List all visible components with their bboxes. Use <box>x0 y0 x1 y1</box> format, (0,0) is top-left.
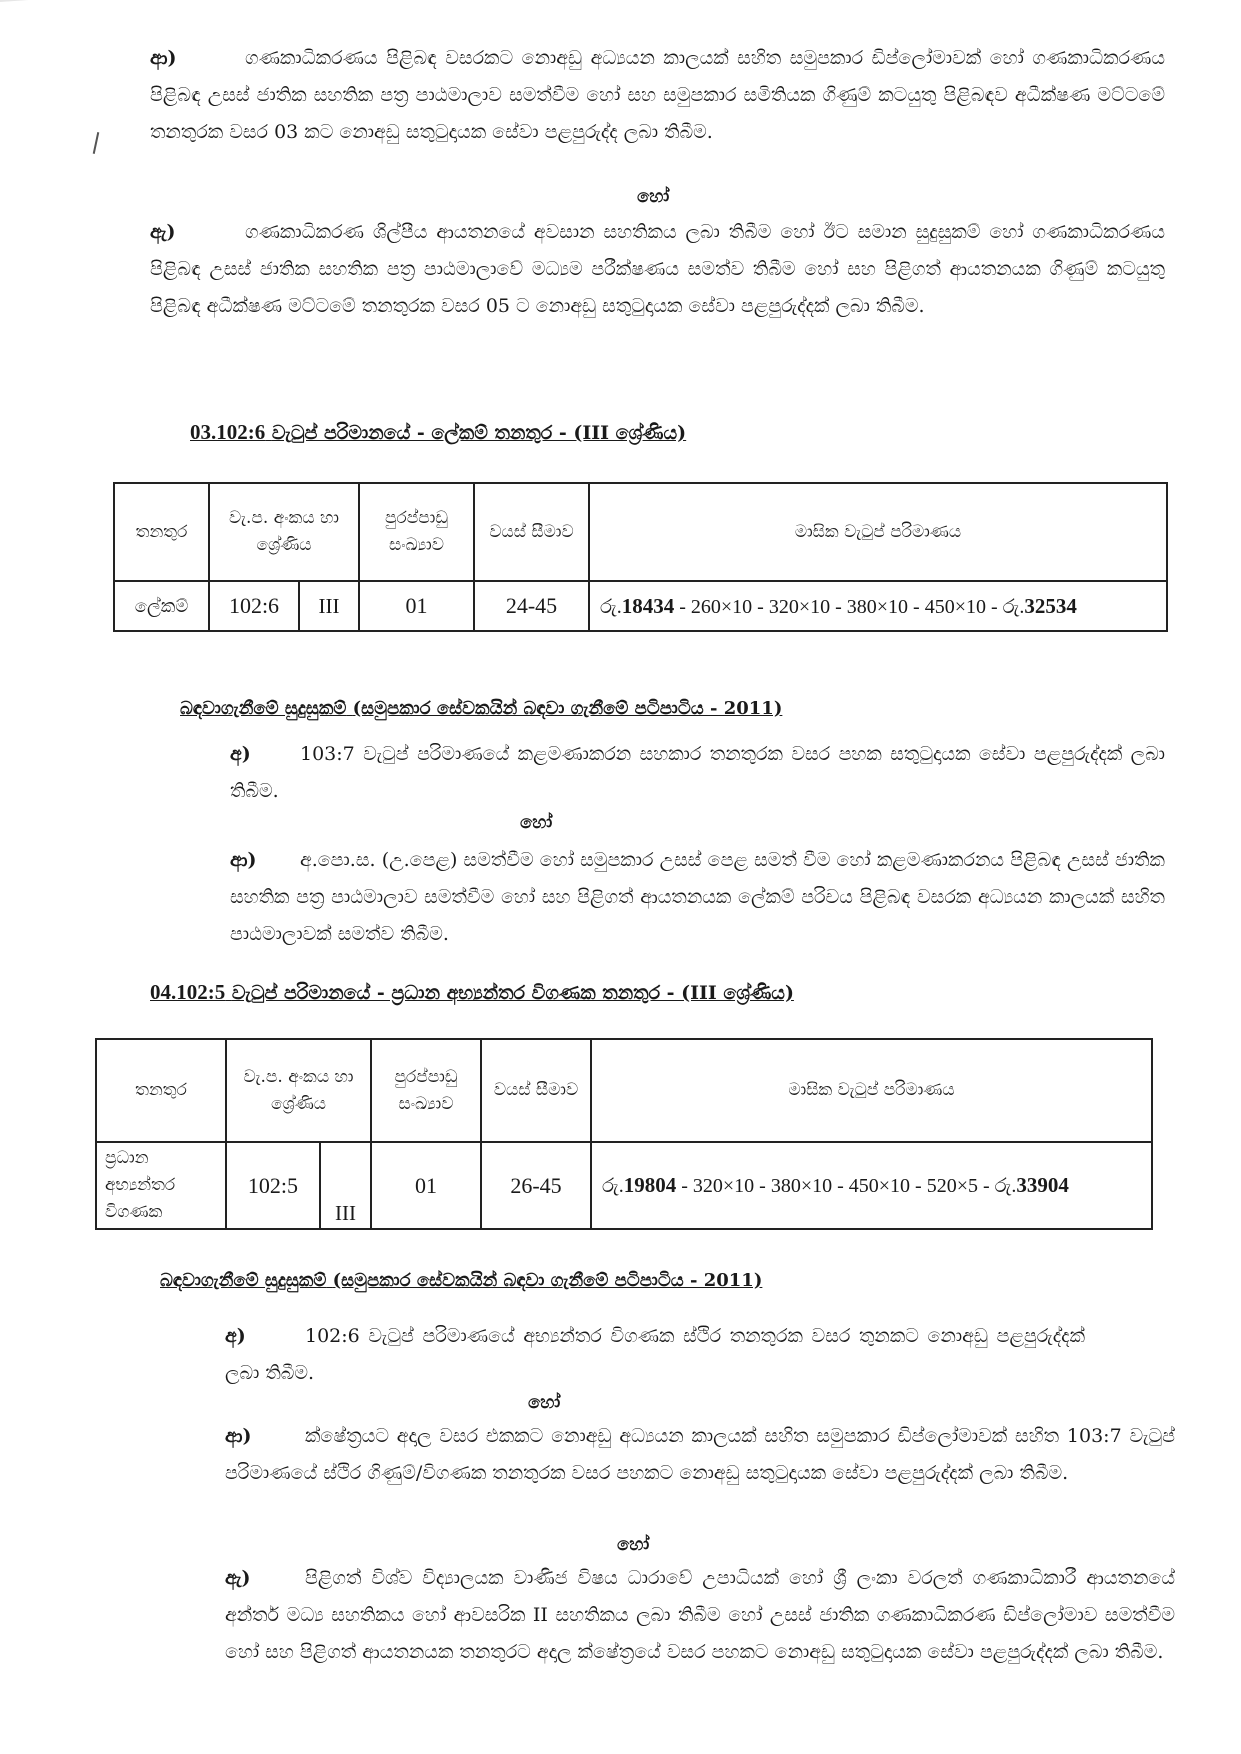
cell-age: 26-45 <box>481 1142 591 1229</box>
header-scale-grade: වැ.ප. අංකය හා ශ්‍රේණිය <box>226 1039 371 1142</box>
salary-end: 32534 <box>1024 593 1077 618</box>
section-heading <box>150 980 794 1005</box>
margin-mark <box>93 132 100 154</box>
header-salary: මාසික වැටුප් පරිමාණය <box>591 1039 1152 1142</box>
item-marker: අ) <box>225 1325 246 1347</box>
salary-start: 18434 <box>621 593 675 618</box>
cell-age: 24-45 <box>474 581 589 631</box>
section-title: වැටුප් පරිමානයේ - ලේකම් තනතුර - (III ශ්‍රේණිය) <box>271 422 687 444</box>
salary-end-prefix: රු. <box>994 1175 1017 1197</box>
qual-ref: (සමුපකාර සේවකයින් බඳවා ගැනීමේ පටිපාටිය - 2011) <box>352 698 783 719</box>
salary-prefix: රු. <box>602 1175 624 1197</box>
qualification-item <box>230 842 1165 953</box>
cell-vacancies: 01 <box>359 581 474 631</box>
qualification-item <box>150 214 1165 325</box>
header-salary: මාසික වැටුප් පරිමාණය <box>589 483 1167 581</box>
qualification-heading <box>180 698 782 719</box>
qual-ref: (සමුපකාර සේවකයින් බඳවා ගැනීමේ පටිපාටිය - 2011) <box>332 1270 763 1291</box>
salary-end: 33904 <box>1016 1173 1069 1197</box>
item-marker: ඇ) <box>225 1567 251 1589</box>
section-code: 03.102:6 <box>190 420 266 444</box>
page-edge <box>0 0 170 2</box>
cell-post: ප්‍රධාන අභ්‍යන්තර විගණක <box>96 1142 226 1229</box>
cell-salary <box>591 1142 1152 1229</box>
or-label: හෝ <box>528 1392 561 1413</box>
item-marker: ආ) <box>230 849 257 871</box>
item-text: ගණකාධිකරණය පිළිබඳ වසරකට නොඅඩු අධ්‍යයන කාලයක් සහිත සමුපකාර ඩිප්ලෝමාවක් හෝ ගණකාධිකරණය පිළිබඳ උසස් ජාතික සහතික පත්‍ර පාඨමාලාව සමත්වීම හෝ සහ සමුපකාර සමිතියක ගිණුම් කටයුතු පිළිබඳව අධීක්ෂණ මට්ටමේ තනතුරක වසර 03 කට නොඅඩු සතුටුදායක සේවා පළපුරුද්ද ලබා තිබීම. <box>150 47 1165 143</box>
or-label: හෝ <box>520 812 553 833</box>
salary-steps: - 260×10 - 320×10 - 380×10 - 450×10 - <box>674 595 1003 618</box>
section-title: වැටුප් පරිමානයේ - ප්‍රධාන අභ්‍යන්තර විගණක තනතුර - (III ශ්‍රේණිය) <box>231 982 794 1004</box>
header-vacancies: පුරප්පාඩු සංඛ්‍යාව <box>371 1039 481 1142</box>
item-text: පිළිගත් විශ්ව විද්‍යාලයක වාණිජ විෂය ධාරාවේ උපාධියක් හෝ ශ්‍රී ලංකා වරලත් ගණකාධිකාරී ආයතනයේ අන්තර් මධ්‍ය සහතිකය හෝ ආවසරික II සහතිකය ලබා තිබීම හෝ උසස් ජාතික ගණකාධිකරණ ඩිප්ලෝමාව සමත්වීම හෝ සහ පිළිගත් ආයතනයක තනතුරට අදාල ක්ෂේත්‍රයේ වසර පහකට නොඅඩු සතුටුදායක සේවා පළපුරුද්දක් ලබා තිබීම. <box>225 1567 1175 1663</box>
item-text: 102:6 වැටුප් පරිමාණයේ අභ්‍යන්තර විගණක ස්ථිර තනතුරක වසර තුනකට නොඅඩු පළපුරුද්දක් ලබා තිබීම. <box>225 1325 1085 1384</box>
item-marker: ආ) <box>225 1425 252 1447</box>
salary-end-prefix: රු. <box>1002 595 1025 618</box>
header-post: තනතුර <box>114 483 209 581</box>
qualification-item <box>225 1560 1175 1671</box>
header-age: වයස් සීමාව <box>474 483 589 581</box>
salary-table <box>95 1038 1153 1230</box>
qual-title: බඳවාගැනීමේ සුදුසුකම් <box>180 698 347 719</box>
cell-salary <box>589 581 1167 631</box>
qualification-item <box>225 1418 1175 1492</box>
salary-steps: - 320×10 - 380×10 - 450×10 - 520×5 - <box>676 1175 995 1197</box>
cell-post: ලේකම් <box>114 581 209 631</box>
item-text: ගණකාධිකරණ ශිල්පීය ආයතනයේ අවසාන සහතිකය ලබා තිබීම හෝ ඊට සමාන සුදුසුකම් හෝ ගණකාධිකරණය පිළිබඳ උසස් ජාතික සහතික පත්‍ර පාඨමාලාවේ මධ්‍යම පරීක්ෂණය සමත්ව තිබීම හෝ සහ පිළිගත් ආයතනයක ගිණුම් කටයුතු පිළිබඳ අධීක්ෂණ මට්ටමේ තනතුරක වසර 05 ට නොඅඩු සතුටුදායක සේවා පළපුරුද්දක් ලබා තිබීම. <box>150 221 1165 317</box>
section-code: 04.102:5 <box>150 980 226 1004</box>
header-scale-grade: වැ.ප. අංකය හා ශ්‍රේණිය <box>209 483 359 581</box>
cell-scale: 102:5 <box>226 1142 320 1229</box>
qualification-heading <box>160 1270 762 1291</box>
item-text: 103:7 වැටුප් පරිමාණයේ කළමණාකරන සහකාර තනතුරක වසර පහක සතුටුදායක සේවා පළපුරුද්දක් ලබා තිබීම. <box>230 743 1165 802</box>
cell-scale: 102:6 <box>209 581 299 631</box>
item-marker: ඇ) <box>150 221 176 243</box>
qualification-item <box>230 736 1165 810</box>
or-label: හෝ <box>617 1534 650 1555</box>
qual-title: බඳවාගැනීමේ සුදුසුකම් <box>160 1270 327 1291</box>
cell-grade: III <box>320 1142 371 1229</box>
header-age: වයස් සීමාව <box>481 1039 591 1142</box>
cell-grade: III <box>299 581 359 631</box>
item-text: ක්ෂේත්‍රයට අදාල වසර එකකට නොඅඩු අධ්‍යයන කාලයක් සහිත සමුපකාර ඩිප්ලෝමාවක් සහිත 103:7 වැටුප් පරිමාණයේ ස්ථිර ගිණුම්/විගණක තනතුරක වසර පහකට නොඅඩු සතුටුදායක සේවා පළපුරුද්දක් ලබා තිබීම. <box>225 1425 1175 1484</box>
item-marker: ආ) <box>150 47 177 69</box>
qualification-item <box>225 1318 1085 1392</box>
header-vacancies: පුරප්පාඩු සංඛ්‍යාව <box>359 483 474 581</box>
header-post: තනතුර <box>96 1039 226 1142</box>
item-marker: අ) <box>230 743 251 765</box>
salary-start: 19804 <box>623 1173 677 1197</box>
section-heading <box>190 420 686 445</box>
item-text: අ.පො.ස. (උ.පෙළ) සමත්වීම හෝ සමුපකාර උසස් පෙළ සමත් වීම හෝ කළමණාකරනය පිළිබඳ උසස් ජාතික සහතික පත්‍ර පාඨමාලාව සමත්වීම හෝ සහ පිළිගත් ආයතනයක ලේකම් පරිචය පිළිබඳ වසරක අධ්‍යයන කාලයක් සහිත පාඨමාලාවක් සමත්ව තිබීම. <box>230 849 1165 945</box>
salary-prefix: රු. <box>600 595 622 618</box>
or-label: හෝ <box>637 186 670 207</box>
salary-table <box>113 482 1168 632</box>
cell-vacancies: 01 <box>371 1142 481 1229</box>
qualification-item <box>150 40 1165 151</box>
